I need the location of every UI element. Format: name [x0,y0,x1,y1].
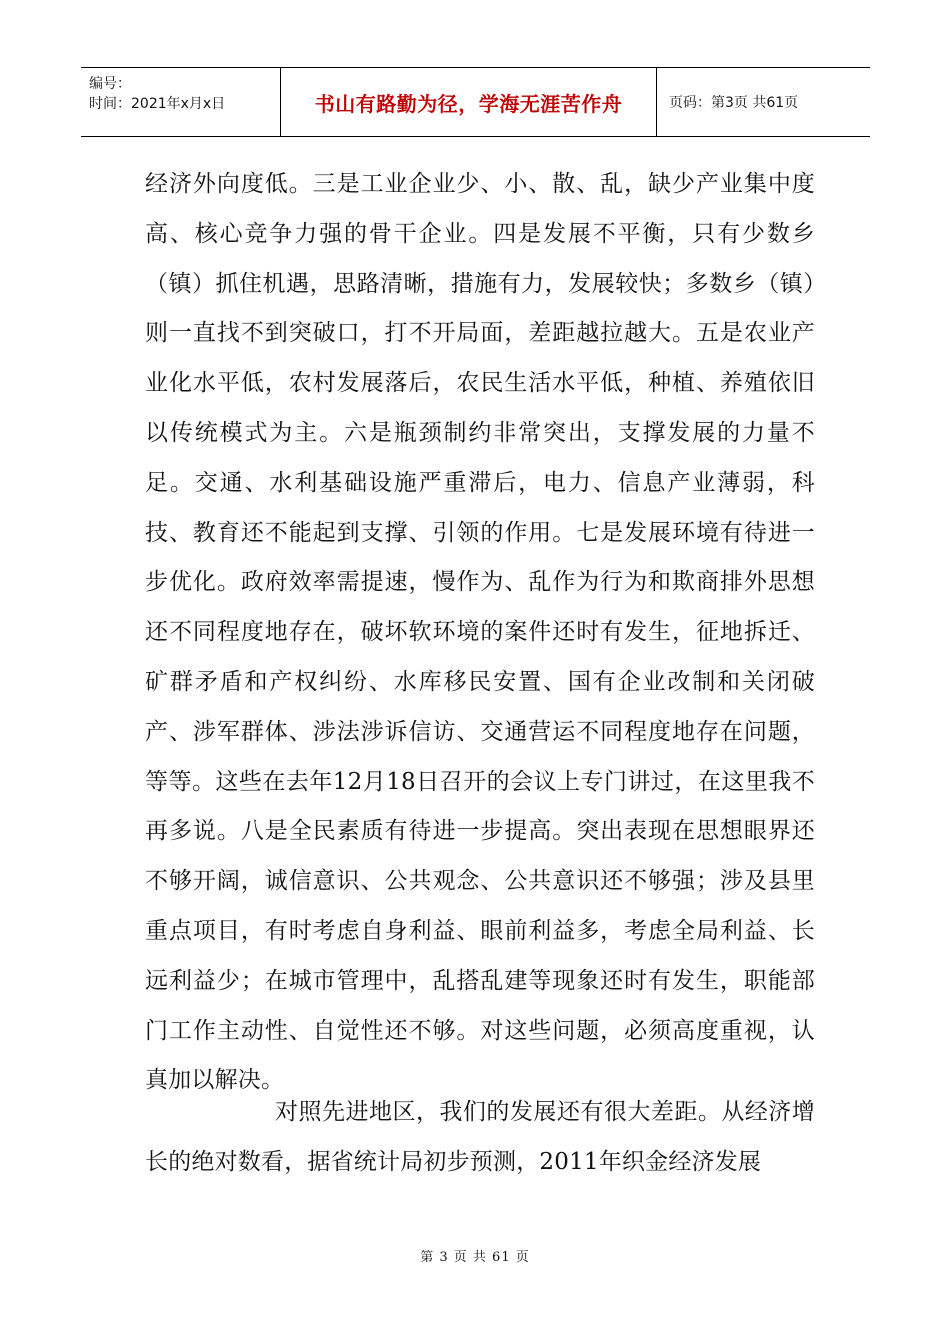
body-paragraph: 经济外向度低。三是工业企业少、小、散、乱，缺少产业集中度高、核心竞争力强的骨干企业。四是发展不平衡，只有少数乡（镇）抓住机遇，思路清晰，措施有力，发展较快；多数乡（镇）则一直找不到突破口，打不开局面，差距越拉越大。五是农业产业化水平低，农村发展落后，农民生活水平低，种植、养殖依旧以传统模式为主。六是瓶颈制约非常突出，支撑发展的力量不足。交通、水利基础设施严重滞后，电力、信息产业薄弱，科技、教育还不能起到支撑、引领的作用。七是发展环境有待进一步优化。政府效率需提速，慢作为、乱作为行为和欺商排外思想还不同程度地存在，破坏软环境的案件还时有发生，征地拆迁、矿群矛盾和产权纠纷、水库移民安置、国有企业改制和关闭破产、涉军群体、涉法涉诉信访、交通营运不同程度地存在问题，等等。这些在去年12月18日召开的会议上专门讲过，在这里我不再多说。八是全民素质有待进一步提高。突出表现在思想眼界还不够开阔，诚信意识、公共观念、公共意识还不够强；涉及县里重点项目，有时考虑自身利益、眼前利益多，考虑全局利益、长远利益少；在城市管理中，乱搭乱建等现象还时有发生，职能部门工作主动性、自觉性还不够。对这些问题，必须高度重视，认真加以解决。 [145,171,815,1094]
header-motto: 书山有路勤为径，学海无涯苦作舟 [281,68,657,136]
serial-number-label: 编号： [89,76,131,92]
header-meta [81,68,281,136]
page-footer: 第 3 页 共 61 页 [420,1250,530,1265]
document-body [145,160,815,1188]
body-paragraph: 对照先进地区，我们的发展还有很大差距。从经济增长的绝对数看，据省统计局初步预测，2011年织金经济发展 [145,1099,815,1175]
time-label: 时间：2021年x月x日 [89,96,226,112]
header-page-code: 页码：第3页 共61页 [669,95,799,111]
page-header [81,67,870,137]
